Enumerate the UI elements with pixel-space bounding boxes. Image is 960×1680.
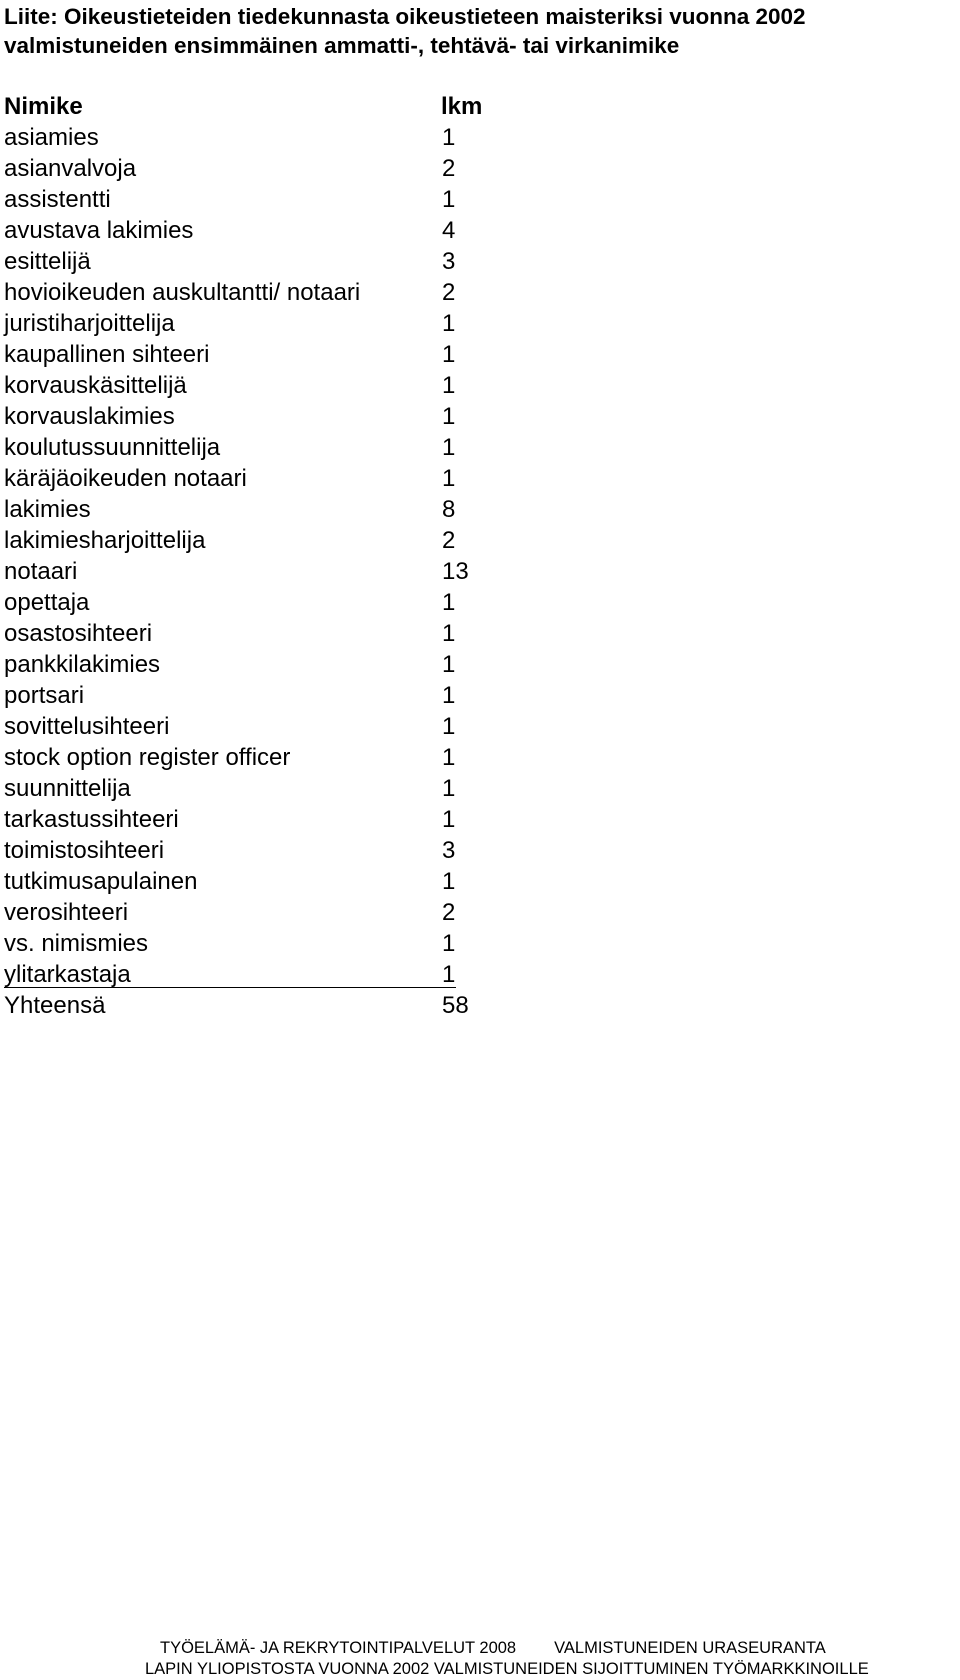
row-title: koulutussuunnittelija: [4, 434, 221, 461]
row-title: sovittelusihteeri: [4, 713, 170, 740]
table-row: [4, 153, 484, 184]
row-count: 1: [442, 775, 456, 802]
table-row: [4, 835, 484, 866]
row-title: lakimiesharjoittelija: [4, 527, 206, 554]
table-row: [4, 742, 484, 773]
table-row: [4, 401, 484, 432]
row-title: ylitarkastaja: [4, 961, 131, 988]
footer-line-1: [160, 1638, 826, 1659]
row-title: juristiharjoittelija: [4, 310, 175, 337]
document-title: [4, 2, 954, 60]
row-count: 1: [442, 620, 456, 647]
table-row: [4, 122, 484, 153]
row-title: käräjäoikeuden notaari: [4, 465, 247, 492]
row-title: avustava lakimies: [4, 217, 194, 244]
row-count: 1: [442, 744, 456, 771]
row-title: notaari: [4, 558, 78, 585]
row-count: 1: [442, 930, 456, 957]
total-separator-line: [4, 987, 456, 988]
table-row: [4, 215, 484, 246]
table-row: [4, 928, 484, 959]
table-row: [4, 246, 484, 277]
row-count: 1: [442, 310, 456, 337]
table-row: [4, 494, 484, 525]
row-title: kaupallinen sihteeri: [4, 341, 210, 368]
table-row: [4, 866, 484, 897]
row-count: 3: [442, 248, 456, 275]
row-count: 8: [442, 496, 456, 523]
row-count: 1: [442, 124, 456, 151]
row-count: 1: [442, 651, 456, 678]
row-count: 3: [442, 837, 456, 864]
row-title: asianvalvoja: [4, 155, 137, 182]
document-title-line-2: valmistuneiden ensimmäinen ammatti-, tehtävä- tai virkanimike: [4, 33, 680, 58]
row-count: 4: [442, 217, 456, 244]
table-row: [4, 711, 484, 742]
table-row: [4, 370, 484, 401]
row-title: assistentti: [4, 186, 111, 213]
table-row: [4, 804, 484, 835]
row-count: 1: [442, 341, 456, 368]
footer-line-2: LAPIN YLIOPISTOSTA VUONNA 2002 VALMISTUNEIDEN SIJOITTUMINEN TYÖMARKKINOILLE: [145, 1660, 869, 1678]
table-row: [4, 587, 484, 618]
row-title: opettaja: [4, 589, 90, 616]
row-count: 1: [442, 682, 456, 709]
table-row: [4, 556, 484, 587]
row-title: lakimies: [4, 496, 91, 523]
table-row: [4, 184, 484, 215]
row-count: 1: [442, 403, 456, 430]
row-count: 1: [442, 465, 456, 492]
table-row: [4, 308, 484, 339]
row-count: 1: [442, 868, 456, 895]
row-count: 13: [442, 558, 469, 585]
row-count: 1: [442, 434, 456, 461]
row-count: 1: [442, 806, 456, 833]
row-title: esittelijä: [4, 248, 91, 275]
row-title: toimistosihteeri: [4, 837, 165, 864]
footer-series: VALMISTUNEIDEN URASEURANTA: [554, 1639, 826, 1657]
row-count: 2: [442, 527, 456, 554]
job-title-table: [4, 91, 484, 1021]
row-title: korvauslakimies: [4, 403, 175, 430]
table-row: [4, 618, 484, 649]
table-row: [4, 897, 484, 928]
table-row: [4, 649, 484, 680]
table-row: [4, 339, 484, 370]
row-title: suunnittelija: [4, 775, 131, 802]
row-title: pankkilakimies: [4, 651, 161, 678]
column-header-count: lkm: [441, 93, 483, 120]
row-title: vs. nimismies: [4, 930, 149, 957]
document-title-line-1: Liite: Oikeustieteiden tiedekunnasta oikeustieteen maisteriksi vuonna 2002: [4, 4, 806, 29]
table-total-row: [4, 990, 484, 1021]
row-title: portsari: [4, 682, 85, 709]
row-count: 1: [442, 713, 456, 740]
column-header-name: Nimike: [4, 93, 83, 120]
row-count: 2: [442, 279, 456, 306]
row-count: 1: [442, 961, 456, 988]
row-title: tarkastussihteeri: [4, 806, 179, 833]
row-title: osastosihteeri: [4, 620, 153, 647]
row-count: 2: [442, 899, 456, 926]
row-count: 2: [442, 155, 456, 182]
table-row: [4, 432, 484, 463]
total-count: 58: [442, 992, 469, 1019]
row-title: tutkimusapulainen: [4, 868, 198, 895]
table-row: [4, 525, 484, 556]
row-title: korvauskäsittelijä: [4, 372, 187, 399]
row-title: verosihteeri: [4, 899, 129, 926]
table-row: [4, 463, 484, 494]
table-row: [4, 680, 484, 711]
row-title: stock option register officer: [4, 744, 291, 771]
row-count: 1: [442, 589, 456, 616]
table-row: [4, 773, 484, 804]
total-label: Yhteensä: [4, 992, 106, 1019]
row-title: asiamies: [4, 124, 99, 151]
row-count: 1: [442, 372, 456, 399]
table-header-row: [4, 91, 484, 122]
row-title: hovioikeuden auskultantti/ notaari: [4, 279, 361, 306]
row-count: 1: [442, 186, 456, 213]
footer-publisher: TYÖELÄMÄ- JA REKRYTOINTIPALVELUT 2008: [160, 1639, 517, 1657]
table-row: [4, 277, 484, 308]
table-row: [4, 959, 484, 990]
